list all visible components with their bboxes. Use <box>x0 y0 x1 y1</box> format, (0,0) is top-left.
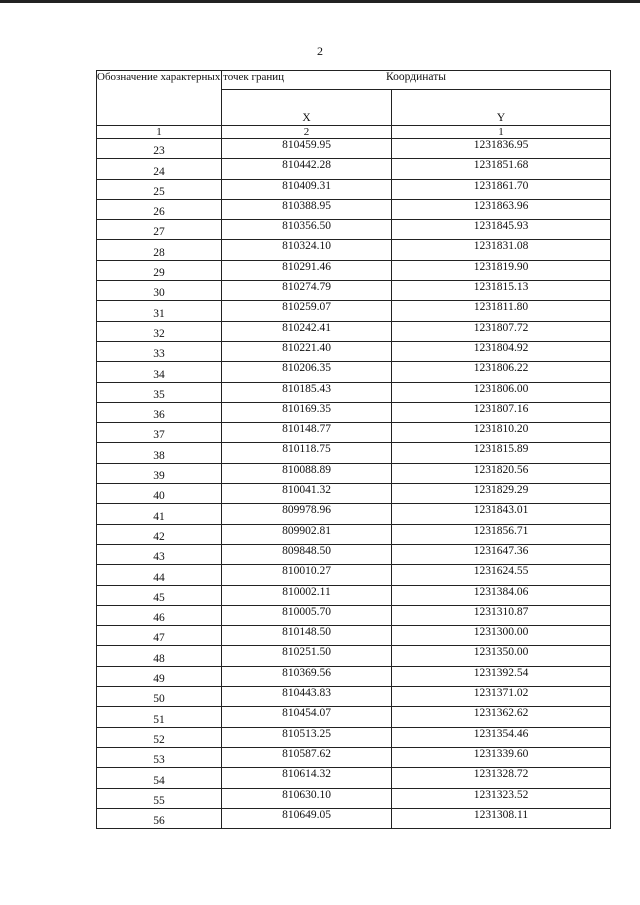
table-row <box>97 240 611 260</box>
point-cell: 54 <box>97 768 222 788</box>
y-cell: 1231843.01 <box>392 504 611 524</box>
point-cell: 37 <box>97 423 222 443</box>
y-cell: 1231811.80 <box>392 301 611 321</box>
point-cell: 38 <box>97 443 222 463</box>
point-cell: 44 <box>97 565 222 585</box>
y-cell: 1231861.70 <box>392 179 611 199</box>
point-cell: 25 <box>97 179 222 199</box>
table-row <box>97 341 611 361</box>
point-cell: 33 <box>97 341 222 361</box>
point-cell: 30 <box>97 281 222 301</box>
table-row <box>97 808 611 828</box>
table-row <box>97 605 611 625</box>
x-cell: 810259.07 <box>222 301 392 321</box>
header-coordinates: Координаты <box>222 71 611 90</box>
table-row <box>97 362 611 382</box>
y-cell: 1231815.13 <box>392 281 611 301</box>
column-number-2: 2 <box>222 126 392 139</box>
table-row <box>97 788 611 808</box>
column-number-1: 1 <box>97 126 222 139</box>
x-cell: 810443.83 <box>222 687 392 707</box>
x-cell: 810369.56 <box>222 666 392 686</box>
table-row <box>97 727 611 747</box>
x-cell: 810459.95 <box>222 139 392 159</box>
x-cell: 810513.25 <box>222 727 392 747</box>
y-cell: 1231851.68 <box>392 159 611 179</box>
y-cell: 1231371.02 <box>392 687 611 707</box>
x-cell: 810041.32 <box>222 484 392 504</box>
y-cell: 1231310.87 <box>392 605 611 625</box>
table-row <box>97 301 611 321</box>
point-cell: 24 <box>97 159 222 179</box>
point-cell: 39 <box>97 463 222 483</box>
x-cell: 810242.41 <box>222 321 392 341</box>
point-cell: 36 <box>97 402 222 422</box>
table-row <box>97 260 611 280</box>
table-row <box>97 768 611 788</box>
x-cell: 810454.07 <box>222 707 392 727</box>
y-cell: 1231807.72 <box>392 321 611 341</box>
coordinates-table <box>96 70 611 829</box>
x-cell: 810630.10 <box>222 788 392 808</box>
y-cell: 1231308.11 <box>392 808 611 828</box>
top-scan-rule <box>0 0 640 3</box>
x-cell: 810088.89 <box>222 463 392 483</box>
point-cell: 41 <box>97 504 222 524</box>
table-row <box>97 747 611 767</box>
y-cell: 1231647.36 <box>392 544 611 564</box>
y-cell: 1231806.00 <box>392 382 611 402</box>
point-cell: 32 <box>97 321 222 341</box>
y-cell: 1231836.95 <box>392 139 611 159</box>
x-cell: 810614.32 <box>222 768 392 788</box>
x-cell: 810206.35 <box>222 362 392 382</box>
y-cell: 1231624.55 <box>392 565 611 585</box>
y-cell: 1231339.60 <box>392 747 611 767</box>
table-row <box>97 707 611 727</box>
table-row <box>97 220 611 240</box>
point-cell: 52 <box>97 727 222 747</box>
y-cell: 1231804.92 <box>392 341 611 361</box>
point-cell: 35 <box>97 382 222 402</box>
x-cell: 809902.81 <box>222 524 392 544</box>
point-cell: 34 <box>97 362 222 382</box>
header-y: Y <box>392 89 611 125</box>
x-cell: 809978.96 <box>222 504 392 524</box>
point-cell: 26 <box>97 199 222 219</box>
point-cell: 23 <box>97 139 222 159</box>
x-cell: 810587.62 <box>222 747 392 767</box>
y-cell: 1231819.90 <box>392 260 611 280</box>
x-cell: 810148.50 <box>222 626 392 646</box>
x-cell: 810409.31 <box>222 179 392 199</box>
y-cell: 1231362.62 <box>392 707 611 727</box>
point-cell: 50 <box>97 687 222 707</box>
table-row <box>97 179 611 199</box>
table-row <box>97 402 611 422</box>
x-cell: 810185.43 <box>222 382 392 402</box>
table-row <box>97 646 611 666</box>
x-cell: 810169.35 <box>222 402 392 422</box>
table-row <box>97 139 611 159</box>
table-row <box>97 159 611 179</box>
header-designation: Обозначение характерных точек границ <box>97 71 222 126</box>
point-cell: 56 <box>97 808 222 828</box>
point-cell: 42 <box>97 524 222 544</box>
x-cell: 810388.95 <box>222 199 392 219</box>
x-cell: 810118.75 <box>222 443 392 463</box>
table-row <box>97 504 611 524</box>
y-cell: 1231831.08 <box>392 240 611 260</box>
table-row <box>97 544 611 564</box>
y-cell: 1231810.20 <box>392 423 611 443</box>
x-cell: 810010.27 <box>222 565 392 585</box>
x-cell: 810324.10 <box>222 240 392 260</box>
point-cell: 48 <box>97 646 222 666</box>
column-number-3: 1 <box>392 126 611 139</box>
point-cell: 40 <box>97 484 222 504</box>
y-cell: 1231328.72 <box>392 768 611 788</box>
page-number: 2 <box>317 44 323 58</box>
table-row <box>97 687 611 707</box>
x-cell: 810356.50 <box>222 220 392 240</box>
point-cell: 28 <box>97 240 222 260</box>
y-cell: 1231807.16 <box>392 402 611 422</box>
x-cell: 810251.50 <box>222 646 392 666</box>
table-row <box>97 443 611 463</box>
table-row <box>97 484 611 504</box>
table-row <box>97 666 611 686</box>
y-cell: 1231350.00 <box>392 646 611 666</box>
table-row <box>97 626 611 646</box>
table-row <box>97 565 611 585</box>
x-cell: 810148.77 <box>222 423 392 443</box>
point-cell: 47 <box>97 626 222 646</box>
x-cell: 810274.79 <box>222 281 392 301</box>
y-cell: 1231384.06 <box>392 585 611 605</box>
table-row <box>97 524 611 544</box>
table-row <box>97 199 611 219</box>
x-cell: 810649.05 <box>222 808 392 828</box>
x-cell: 810291.46 <box>222 260 392 280</box>
x-cell: 810002.11 <box>222 585 392 605</box>
y-cell: 1231392.54 <box>392 666 611 686</box>
point-cell: 27 <box>97 220 222 240</box>
point-cell: 46 <box>97 605 222 625</box>
header-x: X <box>222 89 392 125</box>
y-cell: 1231863.96 <box>392 199 611 219</box>
point-cell: 31 <box>97 301 222 321</box>
point-cell: 43 <box>97 544 222 564</box>
point-cell: 49 <box>97 666 222 686</box>
x-cell: 810442.28 <box>222 159 392 179</box>
table-row <box>97 423 611 443</box>
table-row <box>97 281 611 301</box>
y-cell: 1231815.89 <box>392 443 611 463</box>
y-cell: 1231323.52 <box>392 788 611 808</box>
y-cell: 1231820.56 <box>392 463 611 483</box>
point-cell: 53 <box>97 747 222 767</box>
y-cell: 1231845.93 <box>392 220 611 240</box>
point-cell: 29 <box>97 260 222 280</box>
x-cell: 810005.70 <box>222 605 392 625</box>
point-cell: 51 <box>97 707 222 727</box>
x-cell: 810221.40 <box>222 341 392 361</box>
table-row <box>97 382 611 402</box>
y-cell: 1231806.22 <box>392 362 611 382</box>
point-cell: 45 <box>97 585 222 605</box>
y-cell: 1231829.29 <box>392 484 611 504</box>
y-cell: 1231354.46 <box>392 727 611 747</box>
x-cell: 809848.50 <box>222 544 392 564</box>
y-cell: 1231856.71 <box>392 524 611 544</box>
table-row <box>97 585 611 605</box>
point-cell: 55 <box>97 788 222 808</box>
table-row <box>97 463 611 483</box>
y-cell: 1231300.00 <box>392 626 611 646</box>
table-row <box>97 321 611 341</box>
